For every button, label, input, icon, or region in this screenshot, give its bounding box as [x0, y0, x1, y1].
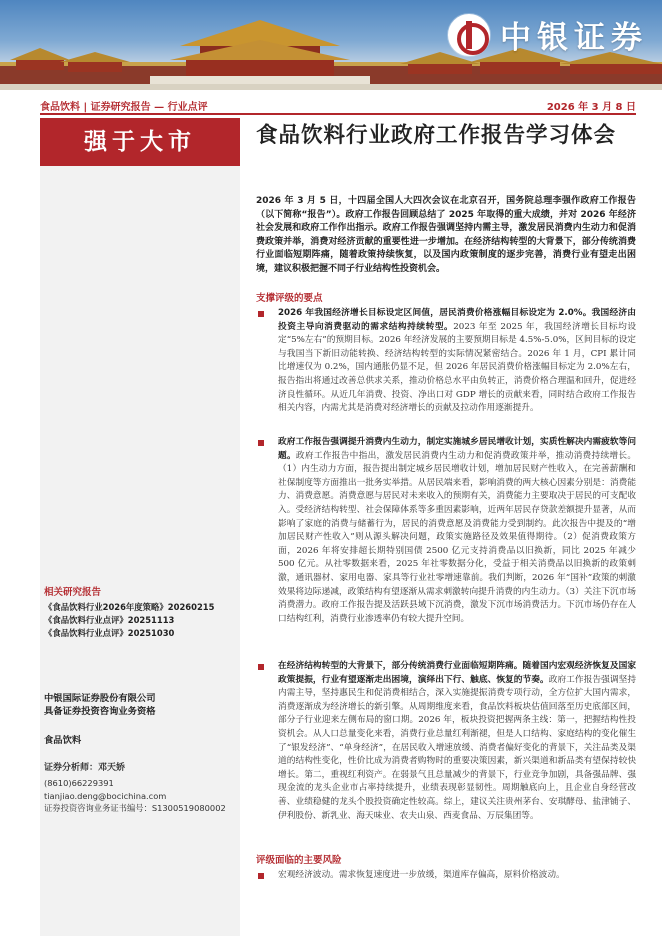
- analyst-name: 证券分析师：邓天娇: [44, 763, 126, 773]
- report-title: 食品饮料行业政府工作报告学习体会: [256, 123, 617, 148]
- bullet-square-icon: [258, 311, 264, 317]
- bullet-square-icon: [258, 664, 264, 670]
- bullet-square-icon: [258, 873, 264, 879]
- section-heading-risks: 评级面临的主要风险: [256, 855, 342, 866]
- risk-text: 宏观经济波动。需求恢复速度进一步放缓，渠道库存偏高，原料价格波动。: [278, 870, 565, 880]
- company-qualification: 具备证券投资咨询业务资格: [44, 706, 156, 717]
- company-info: [44, 692, 156, 718]
- bullet-square-icon: [258, 440, 264, 446]
- analyst-info: [44, 760, 226, 815]
- key-point: [256, 660, 636, 823]
- key-point-headline: 在经济结构转型的大背景下，部分传统消费行业面临短期阵痛。随着国内宏观经济恢复及国家政策提振，行业有望逐渐走出困境，演绎出下行、触底、恢复的节奏。: [278, 661, 636, 685]
- report-meta: [40, 96, 636, 112]
- related-report-link[interactable]: 《食品饮料行业2026年度策略》20260215: [44, 602, 215, 612]
- sector-label: 食品饮料: [44, 735, 82, 746]
- main-content: [256, 118, 637, 880]
- key-point: [256, 436, 636, 626]
- sidebar: [40, 118, 240, 936]
- brand-logo: [448, 12, 648, 57]
- key-point-headline: 政府工作报告强调提升消费内生动力，制定实施城乡居民增收计划，实质性解决内需疲软等问题。: [278, 437, 636, 461]
- bank-of-china-logo-icon: [448, 14, 490, 56]
- key-point-body: 政府工作报告中指出，激发居民消费内生动力和促消费政策并举，推动消费持续增长。（1）内生动力方面，报告提出制定城乡居民增收计划，增加居民财产性收入，在完善薪酬和社保制度等方面推出一批务实举措。从居民端来看，影响消费的两大核心因素分别是：消费能力、消费意愿。消费意愿与居民对未来收入的预期有关，消费能力主要取决于居民的可支配收入。受经济结构转型、社会保障体系等多重因素影响，近两年居民存贷款差额提升显著，从而影响了家庭的消费与储蓄行为，居民的消费意愿及消费能力受到制约。此次报告中提及的“增加居民财产性收入”则从源头解决问题，政策实施路径及效果值得期待。（2）促消费政策方面，2026 年将安排超长期特别国债 2500 亿元支持消费品以旧换新，同比 2025 年减少 500 亿元。从社零数据来看，2025 年社零数据分化，受益于相关消费品以旧换新的政策刺激，通讯器材、家用电器、家具等行业社零增速靠前。我们判断，2026 年“国补”政策的刺激效果将边际递减，政策结构有望逐渐从需求刺激转向提升消费的内生动力。（3）关注下沉市场消费潜力。政府工作报告提及活跃县域下沉消费，激发下沉市场消费活力。下沉市场仍存在人口结构红利，消费行业渗透率仍有较大提升空间。: [278, 450, 637, 624]
- report-summary: 2026 年 3 月 5 日，十四届全国人大四次会议在北京召开，国务院总理李强作政府工作报告（以下简称“报告”）。政府工作报告回顾总结了 2025 年取得的重大成绩，并对 2026 年经济社会发展和政府工作作出指示。政府工作报告强调坚持内需主导，激发居民消费内生动力和促消费政策并举，消费对经济贡献的重要性进一步增加。在经济结构转型的大背景下，部分传统消费行业面临短期阵痛，随着政策持续恢复，以及国内政策制度的逐步完善，消费行业有望走出困境，建议积极把握不同子行业结构性投资机会。: [256, 196, 636, 274]
- analyst-email[interactable]: tianjiao.deng@bocichina.com: [44, 790, 167, 801]
- related-reports: [44, 584, 238, 640]
- rating-badge: 强于大市: [40, 118, 240, 166]
- related-reports-title: 相关研究报告: [44, 587, 102, 598]
- report-category: 食品饮料 | 证券研究报告 — 行业点评: [40, 102, 208, 113]
- analyst-cert: 证券投资咨询业务证书编号：S1300519080002: [44, 803, 226, 813]
- header-divider: [40, 113, 636, 115]
- related-report-link[interactable]: 《食品饮料行业点评》20251113: [44, 615, 175, 625]
- company-name: 中银国际证券股份有限公司: [44, 693, 156, 704]
- key-point-body: 政府工作报告强调坚持内需主导，坚持惠民生和促消费相结合，深入实施提振消费专项行动，全方位扩大国内需求，消费逐渐成为经济增长的新引擎。从周期维度来看，食品饮料板块估值回落至历史底部区间，部分子行业迎来左侧布局的窗口期。2026 年，板块投资把握两条主线：第一，把握结构性投资机会。从人口总量变化来看，消费行业总量红利渐褪，但是人口结构、家庭结构的变化催生了“银发经济”、“单身经济”，在居民收入增速放缓、消费者偏好变化的背景下，关注品类及渠道的结构性变化，性价比成为消费者购物时的重要决策因素，新兴渠道和新品类有望保持较快增长。第二，重视红利资产。在弱景气且总量减少的背景下，行业竞争加剧，具备强品牌、强现金流的龙头企业市占率持续提升，业绩表现彰显韧性。周期触底向上，且企业自身经营改善、业绩稳健的龙头个股投资确定性较高。综上，建议关注贵州茅台、安琪酵母、盐津铺子、伊利股份、新乳业、海天味业、农夫山泉、西麦食品、万辰集团等。: [278, 674, 637, 821]
- related-report-link[interactable]: 《食品饮料行业点评》20251030: [44, 628, 175, 638]
- header-banner: [0, 0, 662, 90]
- analyst-phone: (8610)66229391: [44, 778, 114, 788]
- key-point: [256, 307, 636, 416]
- key-point-headline: 2026 年我国经济增长目标设定区间值，居民消费价格涨幅目标设定为 2.0%。我国经济由投资主导向消费驱动的需求结构持续转型。: [278, 308, 636, 332]
- brand-logo-text: 中银证券: [500, 20, 648, 56]
- risk-item: [256, 869, 636, 883]
- report-date: 2026 年 3 月 8 日: [546, 102, 636, 113]
- section-heading-points: 支撑评级的要点: [256, 293, 323, 304]
- key-point-body: 2023 年至 2025 年，我国经济增长目标均设定“5%左右”的预期目标。2026 年经济发展的主要预期目标是 4.5%-5.0%，区间目标的设定与我国当下新旧动能转换、经济结构转型的实际情况紧密结合。2026 年 1 月，CPI 累计同比增速仅为 0.2%，国内通胀仍显不足，但 2026 年居民消费价格涨幅目标定为 2.0%左右，报告指出将通过改善总供求关系，推动价格总水平由负转正，消费价格合理温和回升，促进经济良性循环。从近几年消费、投资、净出口对 GDP 增长的贡献来看，同时结合政府工作报告相关内容，内需尤其是消费对经济增长的贡献及拉动作用逐渐提升。: [278, 321, 637, 414]
